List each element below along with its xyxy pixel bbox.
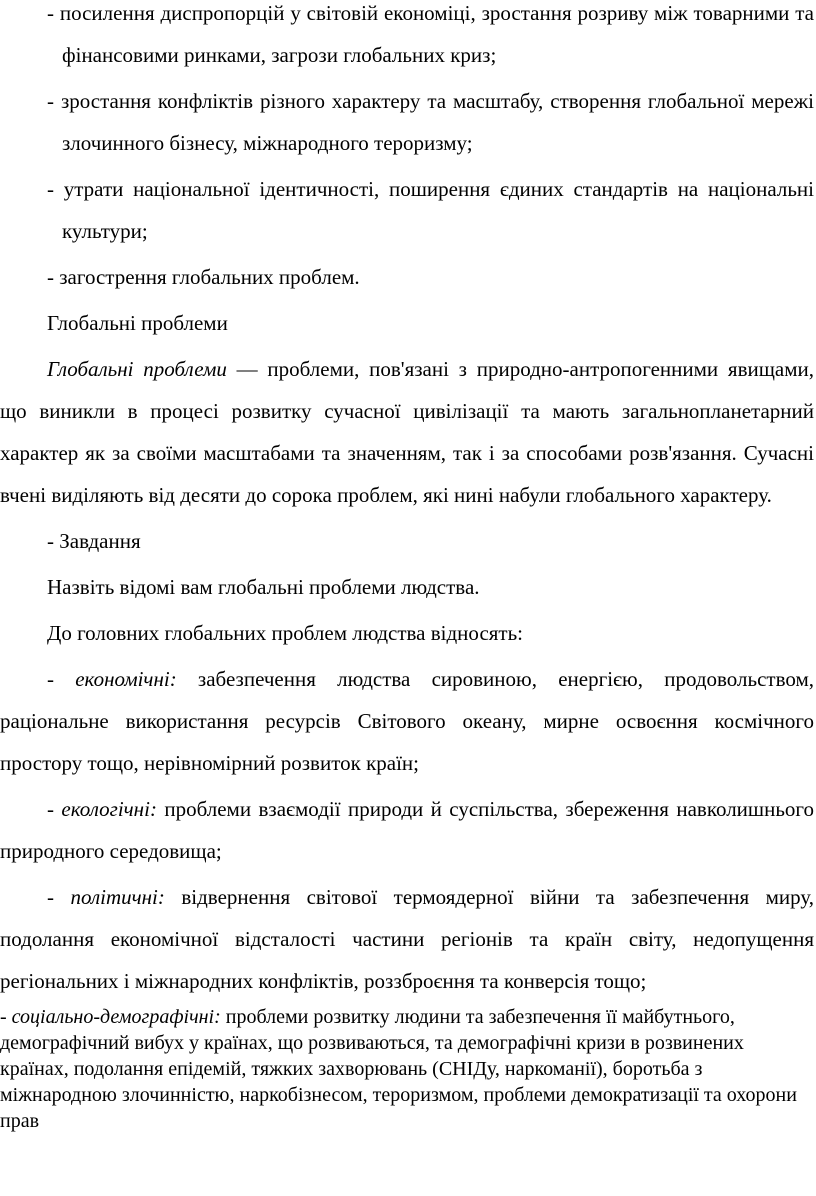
category-text: проблеми взаємодії природи й суспільства, збереження навколишнього природного середовища;: [0, 797, 814, 863]
section-heading: Глобальні проблеми: [47, 311, 228, 335]
category-name: політичні:: [70, 885, 165, 909]
bullet-disproportions: - посилення диспропорцій у світовій економіці, зростання розриву між товарними та фінансовими ринками, загрози глобальних криз;: [47, 1, 814, 67]
category-text: проблеми розвитку людини та забезпечення її майбутнього, демографічний вибух у країнах, що розвиваються, та демографічні кризи в розвинених країнах, подолання епідемій, тяжких захворювань (СНІДу, наркоманії), боротьба з міжнародною злочинністю, наркобізнесом, тероризмом, проблеми демократизації та охорони прав: [0, 1006, 797, 1132]
definition-term: Глобальні проблеми: [47, 357, 227, 381]
task-label: - Завдання: [47, 529, 141, 553]
bullet-identity: - утрати національної ідентичності, поширення єдиних стандартів на національні культури;: [47, 177, 814, 243]
category-text: відвернення світової термоядерної війни та забезпечення миру, подолання економічної відсталості частини регіонів та країн світу, недопущення регіональних і міжнародних конфліктів, роззброєння та конверсія тощо;: [0, 885, 814, 993]
category-dash: -: [47, 797, 62, 821]
bullet-conflicts: - зростання конфліктів різного характеру та масштабу, створення глобальної мережі злочинного бізнесу, міжнародного тероризму;: [47, 89, 814, 155]
category-name: екологічні:: [61, 797, 157, 821]
definition-paragraph: [0, 348, 814, 516]
category-dash: -: [47, 885, 71, 909]
category-ecological: [0, 788, 814, 872]
category-name: економічні:: [75, 667, 177, 691]
category-dash: -: [47, 667, 76, 691]
category-social-demographic: [0, 1004, 816, 1134]
intro-line: До головних глобальних проблем людства відносять:: [47, 621, 524, 645]
category-dash: -: [0, 1006, 12, 1028]
category-name: соціально-демографічні:: [11, 1006, 221, 1028]
category-political: [0, 876, 814, 1002]
category-text: забезпечення людства сировиною, енергією, продовольством, раціональне використання ресурсів Світового океану, мирне освоєння космічного простору тощо, нерівномірний розвиток країн;: [0, 667, 814, 775]
task-question: Назвіть відомі вам глобальні проблеми людства.: [47, 575, 480, 599]
category-economic: [0, 658, 814, 784]
bullet-aggravation: - загострення глобальних проблем.: [47, 265, 360, 289]
definition-text: — проблеми, пов'язані з природно-антропогенними явищами, що виникли в процесі розвитку сучасної цивілізації та мають загальнопланетарний характер як за своїми масштабами та значенням, так і за способами розв'язання. Сучасні вчені виділяють від десяти до сорока проблем, які нині набули глобального характеру.: [0, 357, 814, 507]
